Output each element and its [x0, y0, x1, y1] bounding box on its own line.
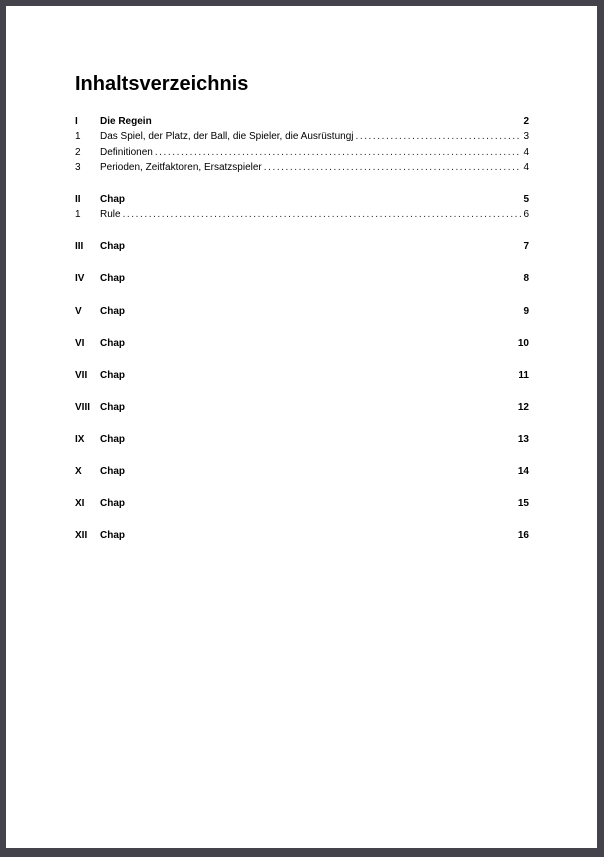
- page-title: Inhaltsverzeichnis: [75, 73, 249, 95]
- toc-chapter-title: Chap: [100, 193, 125, 205]
- toc-chapter-entry[interactable]: [75, 400, 529, 415]
- toc-section-title: Perioden, Zeitfaktoren, Ersatzspieler: [100, 161, 262, 173]
- toc-gap: [75, 415, 529, 432]
- toc-section-title: Rule: [100, 209, 121, 221]
- toc-section-number: 1: [75, 209, 81, 221]
- toc-chapter-title: Chap: [100, 305, 125, 317]
- toc-dot-leader: [355, 129, 521, 144]
- toc-chapter-entry[interactable]: [75, 271, 529, 286]
- toc-chapter-number: X: [75, 466, 82, 478]
- toc-chapter-title: Chap: [100, 273, 125, 285]
- toc-chapter: [75, 368, 529, 383]
- toc-chapter: [75, 239, 529, 254]
- document-page: [6, 6, 597, 848]
- toc-chapter-entry[interactable]: [75, 336, 529, 351]
- toc-chapter-number: II: [75, 193, 81, 205]
- toc-chapter-page: 11: [518, 369, 529, 381]
- toc-dot-leader: [155, 145, 522, 160]
- toc-chapter-entry[interactable]: [75, 114, 529, 129]
- toc-chapter: [75, 464, 529, 479]
- toc-chapter-number: VI: [75, 337, 85, 349]
- toc-dot-leader: [264, 160, 522, 175]
- toc-gap: [75, 479, 529, 496]
- toc-chapter: [75, 114, 529, 175]
- toc-chapter-page: 8: [523, 273, 529, 285]
- toc-chapter-number: IV: [75, 273, 85, 285]
- toc-chapter-entry[interactable]: [75, 464, 529, 479]
- toc-chapter: [75, 192, 529, 223]
- toc-chapter-page: 7: [523, 241, 529, 253]
- toc-chapter-page: 5: [523, 193, 529, 205]
- toc-chapter-entry[interactable]: [75, 432, 529, 447]
- toc-chapter-page: 9: [523, 305, 529, 317]
- toc-chapter-page: 2: [523, 116, 529, 127]
- toc-gap: [75, 383, 529, 400]
- toc-chapter-entry[interactable]: [75, 239, 529, 254]
- toc-section-page: 4: [523, 146, 529, 158]
- toc-chapter-page: 10: [517, 337, 529, 349]
- toc-chapter-title: Chap: [100, 530, 125, 542]
- toc-dot-leader: [123, 207, 522, 222]
- toc-gap: [75, 223, 529, 240]
- toc-section-number: 3: [75, 161, 81, 173]
- toc-chapter-page: 13: [517, 433, 529, 445]
- toc-chapter: [75, 400, 529, 415]
- toc-chapter-number: III: [75, 241, 84, 253]
- toc-chapter-entry[interactable]: [75, 192, 529, 207]
- toc-chapter: [75, 336, 529, 351]
- toc-chapter-entry[interactable]: [75, 496, 529, 511]
- toc-section-entry[interactable]: [75, 160, 529, 175]
- toc-gap: [75, 447, 529, 464]
- toc-chapter: [75, 432, 529, 447]
- toc-chapter: [75, 528, 529, 543]
- toc-gap: [75, 175, 529, 192]
- toc-chapter-title: Chap: [100, 498, 125, 510]
- toc-chapter: [75, 304, 529, 319]
- toc-section-entry[interactable]: [75, 207, 529, 222]
- toc-chapter-entry[interactable]: [75, 528, 529, 543]
- toc-chapter-title: Chap: [100, 433, 125, 445]
- toc-section-page: 4: [523, 161, 529, 173]
- toc-section-title: Das Spiel, der Platz, der Ball, die Spieler, die Ausrüstungj: [100, 131, 354, 143]
- toc-chapter-number: IX: [75, 433, 85, 445]
- toc-chapter: [75, 496, 529, 511]
- toc-chapter-number: V: [75, 305, 82, 317]
- toc-chapter-page: 12: [517, 401, 529, 413]
- table-of-contents: [75, 114, 529, 544]
- toc-section-page: 3: [523, 131, 529, 143]
- toc-chapter-title: Die Regein: [100, 116, 152, 127]
- toc-chapter-number: XI: [75, 498, 85, 510]
- toc-chapter-number: VIII: [75, 401, 91, 413]
- toc-section-number: 2: [75, 146, 81, 158]
- toc-chapter-entry[interactable]: [75, 368, 529, 383]
- toc-chapter-number: VII: [75, 369, 88, 381]
- toc-chapter-title: Chap: [100, 337, 125, 349]
- toc-chapter-title: Chap: [100, 241, 125, 253]
- toc-chapter: [75, 271, 529, 286]
- toc-chapter-page: 14: [517, 466, 529, 478]
- toc-chapter-title: Chap: [100, 466, 125, 478]
- toc-chapter-title: Chap: [100, 401, 125, 413]
- toc-section-entry[interactable]: [75, 129, 529, 144]
- toc-section-page: 6: [523, 209, 529, 221]
- toc-gap: [75, 287, 529, 304]
- toc-gap: [75, 351, 529, 368]
- toc-gap: [75, 255, 529, 272]
- toc-gap: [75, 511, 529, 528]
- toc-chapter-number: I: [75, 116, 78, 127]
- toc-section-entry[interactable]: [75, 145, 529, 160]
- toc-chapter-title: Chap: [100, 369, 125, 381]
- toc-chapter-number: XII: [75, 530, 88, 542]
- toc-chapter-page: 16: [517, 530, 529, 542]
- toc-gap: [75, 319, 529, 336]
- toc-chapter-entry[interactable]: [75, 304, 529, 319]
- toc-section-number: 1: [75, 131, 81, 143]
- toc-section-title: Definitionen: [100, 146, 153, 158]
- toc-chapter-page: 15: [517, 498, 529, 510]
